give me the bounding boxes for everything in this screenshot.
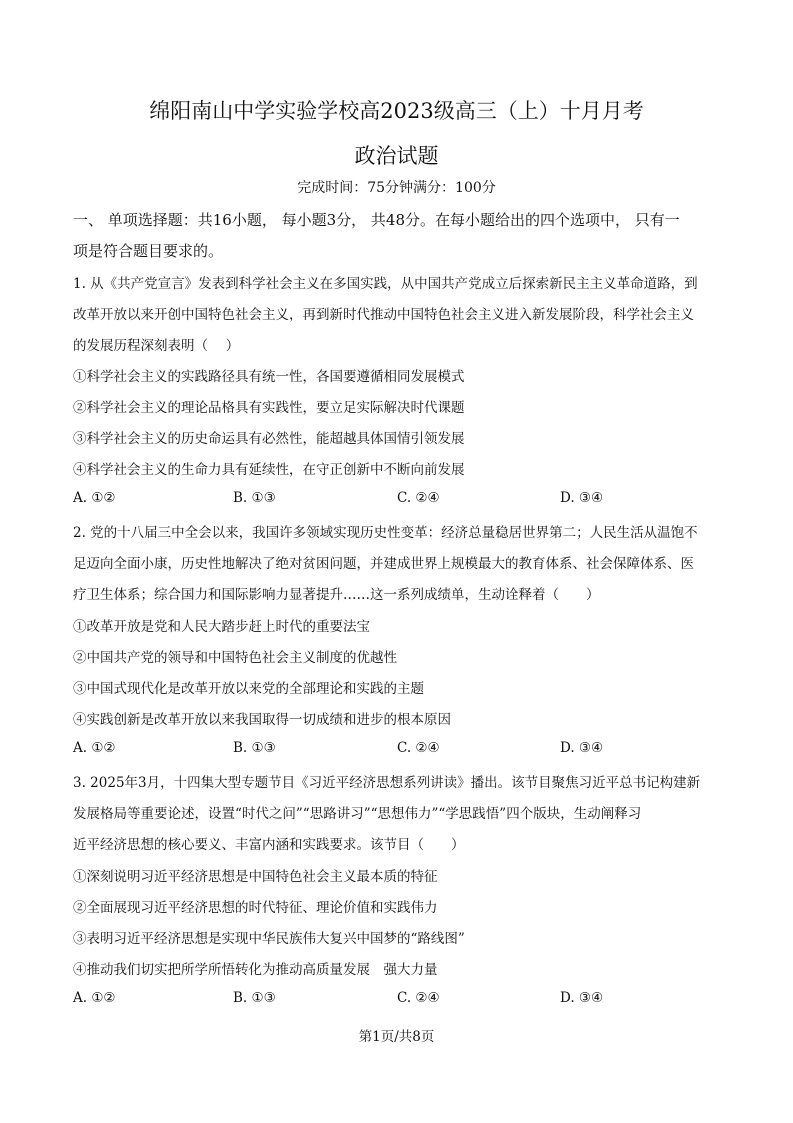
q1-stem-line-1: 1. 从《共产党宣言》发表到科学社会主义在多国实践，从中国共产党成立后探索新民主主义革命道路，到 <box>73 276 698 292</box>
section-heading-line-2: 项是符合题目要求的。 <box>73 242 224 260</box>
q1-item-2: ②科学社会主义的理论品格具有实践性，要立足实际解决时代课题 <box>73 400 465 416</box>
q3-stem-line-2: 发展格局等重要论述，设置“时代之问”“思路讲习”“思想伟力”“学思践悟”四个版块，生动阐释习 <box>73 806 642 822</box>
q1-stem-line-3: 的发展历程深刻表明（ ） <box>73 338 240 354</box>
q2-stem-line-1: 2. 党的十八届三中全会以来，我国许多领域实现历史性变革：经济总量稳居世界第二；人民生活从温饱不 <box>73 525 698 541</box>
exam-title: 绵阳南山中学实验学校高2023级高三（上）十月月考 <box>149 99 644 123</box>
q3-option-a: A. ①② <box>73 990 116 1006</box>
q2-item-1: ①改革开放是党和人民大踏步赶上时代的重要法宝 <box>73 619 370 635</box>
q2-option-c: C. ②④ <box>397 740 440 756</box>
q1-item-3: ③科学社会主义的历史命运具有必然性，能超越具体国情引领发展 <box>73 431 465 447</box>
q2-stem-line-3: 疗卫生体系；综合国力和国际影响力显著提升……这一系列成绩单，生动诠释着（ ） <box>73 587 600 603</box>
q2-option-a: A. ①② <box>73 740 116 756</box>
q2-stem-line-2: 足迈向全面小康，历史性地解决了绝对贫困问题，并建成世界上规模最大的教育体系、社会保障体系、医 <box>73 556 694 572</box>
q2-item-2: ②中国共产党的领导和中国特色社会主义制度的优越性 <box>73 650 397 666</box>
q1-option-d: D. ③④ <box>560 490 604 506</box>
q1-option-c: C. ②④ <box>397 490 440 506</box>
q3-stem-line-3: 近平经济思想的核心要义、丰富内涵和实践要求。该节目（ ） <box>73 837 465 853</box>
q3-item-4: ④推动我们切实把所学所悟转化为推动高质量发展 强大力量 <box>73 962 438 978</box>
q3-item-3: ③表明习近平经济思想是实现中华民族伟大复兴中国梦的“路线图” <box>73 931 465 947</box>
q3-item-2: ②全面展现习近平经济思想的时代特征、理论价值和实践伟力 <box>73 900 438 916</box>
q3-option-d: D. ③④ <box>560 990 604 1006</box>
q2-item-4: ④实践创新是改革开放以来我国取得一切成绩和进步的根本原因 <box>73 712 451 728</box>
q2-option-b: B. ①③ <box>233 740 276 756</box>
page-number: 第1页/共8页 <box>358 1029 435 1045</box>
q2-item-3: ③中国式现代化是改革开放以来党的全部理论和实践的主题 <box>73 681 424 697</box>
q1-stem-line-2: 改革开放以来开创中国特色社会主义，再到新时代推动中国特色社会主义进入新发展阶段，科学社会主义 <box>73 307 694 323</box>
q1-item-4: ④科学社会主义的生命力具有延续性，在守正创新中不断向前发展 <box>73 462 465 478</box>
section-heading-line-1: 一、 单项选择题：共16小题， 每小题3分， 共48分。在每小题给出的四个选项中， 只有一 <box>73 211 680 229</box>
q3-stem-line-1: 3. 2025年3月，十四集大型专题节目《习近平经济思想系列讲读》播出。该节目聚焦习近平总书记构建新 <box>73 775 701 791</box>
q2-option-d: D. ③④ <box>560 740 604 756</box>
q1-item-1: ①科学社会主义的实践路径具有统一性，各国要遵循相同发展模式 <box>73 369 465 385</box>
exam-meta: 完成时间：75分钟满分：100分 <box>297 180 496 196</box>
q3-option-c: C. ②④ <box>397 990 440 1006</box>
q3-item-1: ①深刻说明习近平经济思想是中国特色社会主义最本质的特征 <box>73 869 438 885</box>
q1-option-a: A. ①② <box>73 490 116 506</box>
q1-option-b: B. ①③ <box>233 490 276 506</box>
subject-title: 政治试题 <box>354 144 439 168</box>
q3-option-b: B. ①③ <box>233 990 276 1006</box>
